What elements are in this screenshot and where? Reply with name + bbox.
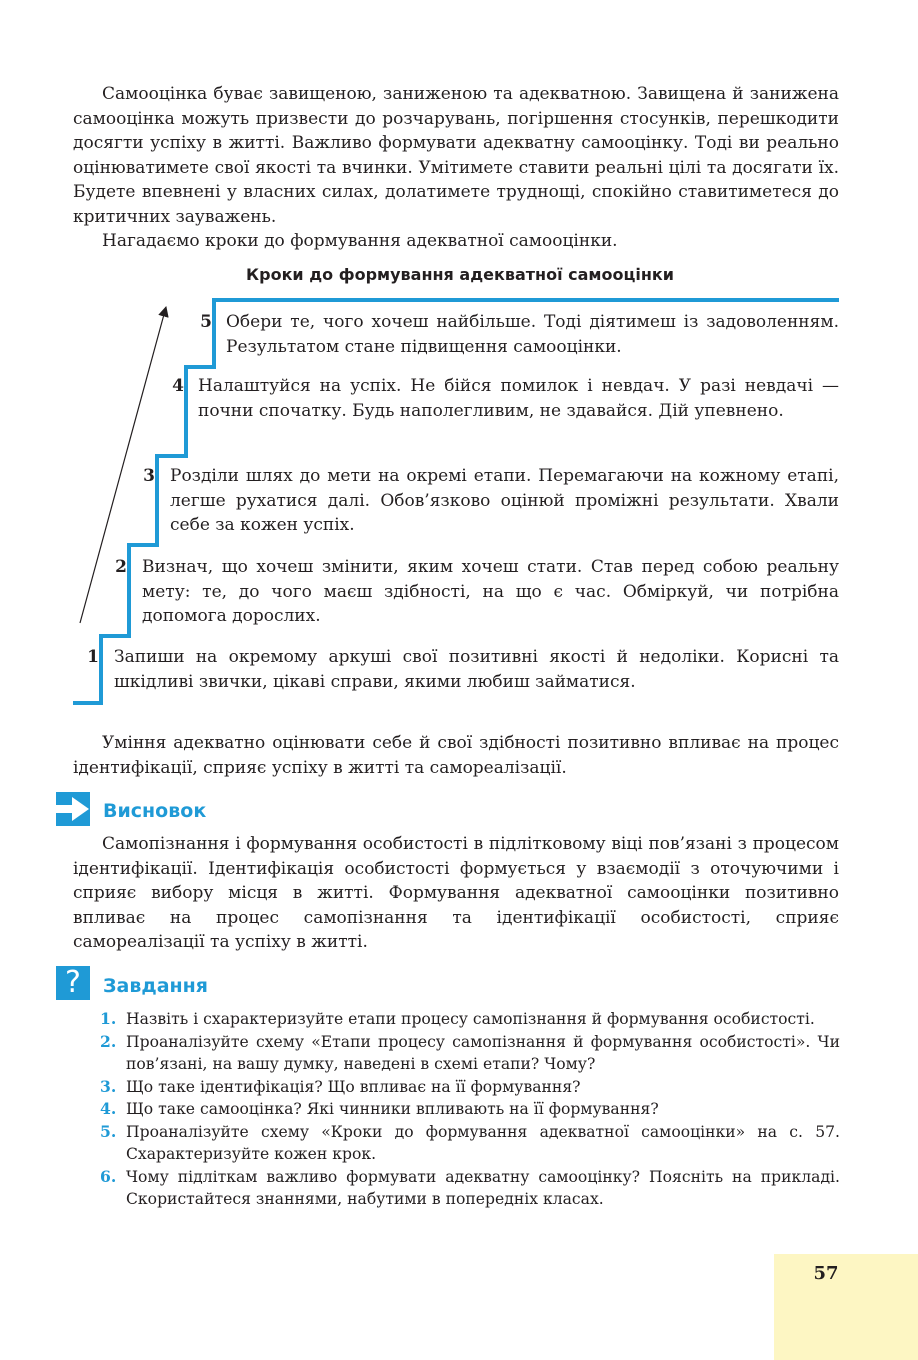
step-5-text: Обери те, чого хочеш найбільше. Тоді діятимеш із задоволенням. Результатом стане підвищення самооцінки.: [226, 312, 839, 357]
task-text: Що таке самооцінка? Які чинники впливають на її формування?: [126, 1100, 659, 1118]
step-3-text: Розділи шлях до мети на окремі етапи. Перемагаючи на кожному етапі, легше рухатися далі. Обов’язково оцінюй проміжні результати. Хвали себе за кожен успіх.: [170, 466, 839, 535]
conclusion-heading: Висновок: [103, 800, 207, 822]
task-number: 2.: [100, 1031, 117, 1051]
step-4-text: Налаштуйся на успіх. Не бійся помилок і невдач. У разі невдачі — почни спочатку. Будь наполегливим, не здавайся. Дій упевнено.: [198, 376, 839, 421]
step-5-number: 5: [200, 312, 212, 332]
tasks-list: [100, 1008, 840, 1211]
task-item: [100, 1166, 840, 1211]
conclusion-text: Самопізнання і формування особистості в підлітковому віці пов’язані з процесом ідентифікації. Ідентифікація особистості формується у взаємодії з оточуючими і сприяє вибору місця в житті. Формування адекватної самооцінки позитивно впливає на процес самопізнання та ідентифікації особистості, сприяє самореалізації та успіху в житті.: [73, 834, 839, 952]
page-number: 57: [813, 1263, 839, 1284]
task-number: 6.: [100, 1166, 117, 1186]
page-corner: [774, 1254, 918, 1360]
task-number: 1.: [100, 1009, 117, 1028]
step-3-number: 3: [143, 466, 155, 486]
step-2-number: 2: [115, 557, 127, 577]
question-mark-glyph: ?: [65, 965, 81, 1000]
task-number: 3.: [100, 1076, 117, 1096]
task-number: 4.: [100, 1099, 117, 1118]
task-text: Проаналізуйте схему «Етапи процесу самопізнання й формування особистості». Чи пов’язані, на вашу думку, наведені в схемі етапи? Чому?: [126, 1032, 840, 1073]
question-mark-icon: [56, 966, 90, 1000]
step-1-text: Запиши на окремому аркуші свої позитивні якості й недоліки. Корисні та шкідливі звички, цікаві справи, якими любиш займатися.: [114, 647, 839, 692]
after-steps-paragraph: Уміння адекватно оцінювати себе й свої здібності позитивно впливає на процес ідентифікації, сприяє успіху в житті та самореалізації.: [73, 733, 839, 778]
task-text: Що таке ідентифікація? Що впливає на її формування?: [126, 1077, 581, 1096]
task-item: [100, 1121, 840, 1166]
arrow-right-icon: [56, 792, 90, 826]
task-item: [100, 1076, 840, 1099]
tasks-heading: Завдання: [103, 975, 208, 997]
intro-paragraph: Самооцінка буває завищеною, заниженою та адекватною. Завищена й занижена самооцінка можуть призвести до розчарувань, погіршення стосунків, перешкодити досягти успіху в житті. Важливо формувати адекватну самооцінку. Тоді ви реально оцінюватимете свої якості та вчинки. Умітимете ставити реальні цілі та досягати їх. Будете впевнені у власних силах, долатимете труднощі, спокійно ставитиметеся до критичних зауважень.: [73, 84, 839, 227]
step-2-text: Визнач, що хочеш змінити, яким хочеш стати. Став перед собою реальну мету: те, до чого маєш здібності, на що є час. Обміркуй, чи потрібна допомога дорослих.: [142, 557, 839, 626]
task-text: Проаналізуйте схему «Кроки до формування адекватної самооцінки» на с. 57. Схарактеризуйте кожен крок.: [126, 1122, 840, 1163]
task-item: [100, 1031, 840, 1076]
task-text: Назвіть і схарактеризуйте етапи процесу самопізнання й формування особистості.: [126, 1010, 815, 1028]
step-4-number: 4: [172, 376, 184, 396]
task-item: [100, 1008, 840, 1031]
step-1-number: 1: [87, 647, 99, 667]
steps-title: Кроки до формування адекватної самооцінки: [246, 265, 674, 284]
task-item: [100, 1098, 840, 1121]
task-number: 5.: [100, 1121, 117, 1141]
intro-lead-paragraph: Нагадаємо кроки до формування адекватної самооцінки.: [102, 231, 618, 251]
task-text: Чому підліткам важливо формувати адекватну самооцінку? Поясніть на прикладі. Скористайтеся знаннями, набутими в попередніх класах.: [126, 1167, 840, 1208]
